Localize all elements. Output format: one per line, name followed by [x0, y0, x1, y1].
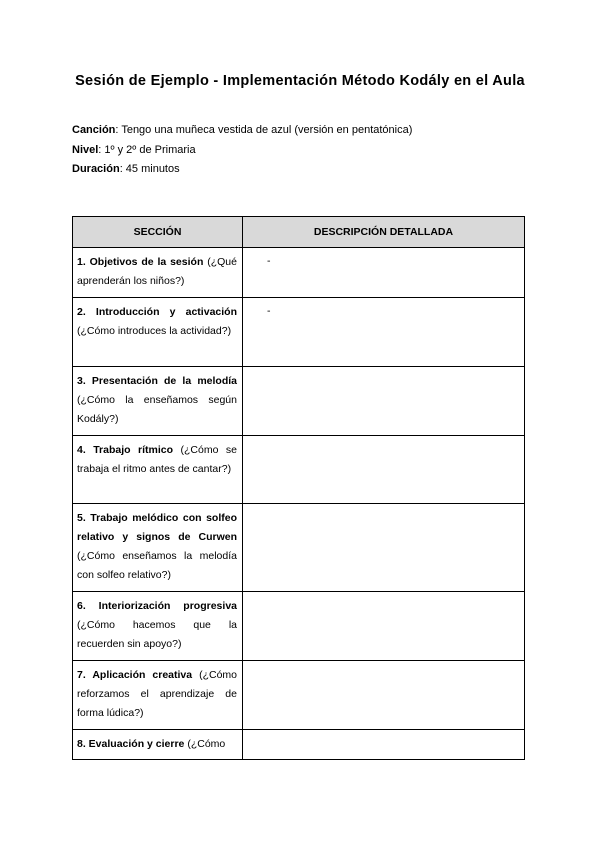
meta-nivel: [72, 141, 412, 161]
section-question: (¿Cómo reforzamos el aprendizaje de forma lúdica?): [77, 669, 237, 719]
section-question: (¿Cómo se trabaja el ritmo antes de cantar?): [77, 444, 237, 475]
table-row: [73, 298, 525, 367]
meta-nivel-label: Nivel: [72, 143, 99, 156]
table-row: [73, 661, 525, 730]
table-row: [73, 367, 525, 436]
meta-cancion: [72, 121, 412, 141]
header-seccion: SECCIÓN: [73, 217, 243, 248]
section-question: (¿Cómo enseñamos la melodía con solfeo relativo?): [77, 550, 237, 581]
meta-duracion-value: : 45 minutos: [119, 163, 180, 175]
section-cell: [73, 367, 243, 436]
section-cell: [73, 661, 243, 730]
section-title: 8. Evaluación y cierre: [77, 738, 185, 750]
description-cell[interactable]: [243, 367, 525, 436]
session-table: [72, 216, 525, 760]
section-question: (¿Qué aprenderán los niños?): [77, 256, 237, 287]
section-question: (¿Cómo introduces la actividad?): [77, 325, 232, 337]
section-cell: [73, 504, 243, 592]
section-cell: [73, 298, 243, 367]
section-title: 4. Trabajo rítmico: [77, 444, 174, 456]
section-title: 5. Trabajo melódico con solfeo relativo y signos de Curwen: [77, 512, 237, 543]
meta-nivel-value: : 1º y 2º de Primaria: [98, 143, 196, 156]
section-question: (¿Cómo la enseñamos según Kodály?): [77, 394, 237, 425]
section-title: 2. Introducción y activación: [77, 306, 237, 318]
header-descripcion: DESCRIPCIÓN DETALLADA: [243, 217, 525, 248]
description-cell[interactable]: -: [243, 298, 525, 367]
description-cell[interactable]: [243, 504, 525, 592]
table-row: [73, 504, 525, 592]
session-meta: [72, 121, 412, 180]
section-title: 6. Interiorización progresiva: [77, 600, 237, 612]
page-title: Sesión de Ejemplo - Implementación Método Kodály en el Aula: [75, 73, 525, 89]
meta-cancion-value: : Tengo una muñeca vestida de azul (versión en pentatónica): [115, 124, 413, 136]
section-question: (¿Cómo: [184, 738, 226, 750]
description-cell[interactable]: [243, 730, 525, 760]
section-title: 3. Presentación de la melodía: [77, 375, 237, 387]
section-cell: [73, 592, 243, 661]
meta-cancion-label: Canción: [72, 124, 116, 136]
section-title: 7. Aplicación creativa: [77, 669, 193, 681]
description-cell[interactable]: [243, 436, 525, 504]
table-header-row: [73, 217, 525, 248]
section-cell: [73, 730, 243, 760]
section-question: (¿Cómo hacemos que la recuerden sin apoyo?): [77, 619, 237, 650]
section-title: 1. Objetivos de la sesión: [77, 256, 204, 268]
description-cell[interactable]: [243, 661, 525, 730]
table-row: [73, 436, 525, 504]
description-cell[interactable]: -: [243, 248, 525, 298]
table-row: [73, 592, 525, 661]
section-cell: [73, 436, 243, 504]
section-cell: [73, 248, 243, 298]
table-row: [73, 248, 525, 298]
meta-duracion: [72, 160, 412, 180]
table-row: [73, 730, 525, 760]
meta-duracion-label: Duración: [72, 163, 120, 175]
description-cell[interactable]: [243, 592, 525, 661]
